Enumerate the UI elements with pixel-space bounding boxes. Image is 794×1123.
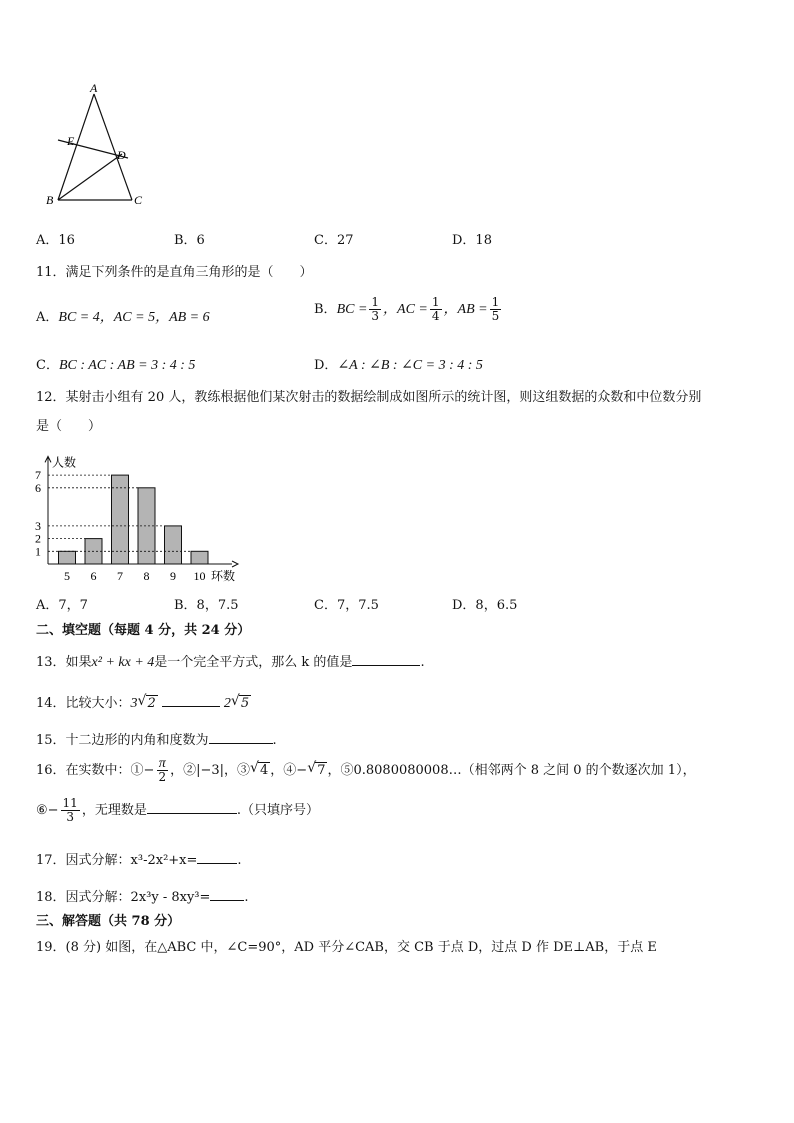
q18 <box>36 886 249 905</box>
bar-chart <box>30 438 260 586</box>
q11-option-b-frac3 <box>490 296 502 323</box>
q10-option-a: A．16 <box>36 233 75 248</box>
x-axis-arrow <box>232 561 238 567</box>
q16-sqrt7 <box>307 762 327 778</box>
radicand: 2 <box>147 696 156 711</box>
x-axis-title: 环数 <box>211 569 236 583</box>
radical-sign: √ <box>250 760 259 776</box>
q16-answer-blank[interactable] <box>147 801 237 814</box>
q12-stem-line1: 12．某射击小组有 20 人，教练根据他们某次射击的数据绘制成如图所示的统计图，则这组数据的众数和中位数分别 <box>36 390 702 405</box>
q16-part1: 16．在实数中：①− <box>36 763 155 778</box>
q17-answer-blank[interactable] <box>197 851 237 864</box>
radicand: 4 <box>260 763 269 778</box>
q16-part8: .（只填序号） <box>236 803 319 818</box>
q11-stem: 11．满足下列条件的是直角三角形的是（ ） <box>36 265 313 280</box>
vertex-label-b: B <box>46 193 54 207</box>
q16-frac-11-3 <box>61 797 80 824</box>
q10-option-d: D．18 <box>452 233 492 248</box>
vertex-label-e: E <box>67 134 75 148</box>
q10-option-b: B．6 <box>174 233 205 248</box>
y-tick-label-6: 6 <box>35 480 41 495</box>
radicand: 5 <box>240 696 250 711</box>
q18-part2: . <box>244 890 249 905</box>
y-tick-label-3: 3 <box>35 518 41 533</box>
q17 <box>36 849 242 868</box>
q16-line1 <box>36 757 696 784</box>
bar-7 <box>112 475 129 564</box>
frac-denominator: 3 <box>66 810 74 824</box>
vertex-label-c: C <box>134 193 143 207</box>
q16-part3: ，④− <box>270 763 308 778</box>
q16-frac-pi <box>156 757 168 784</box>
q15-part1: 15．十二边形的内角和度数为 <box>36 733 209 748</box>
frac-denominator: 3 <box>371 309 380 323</box>
q17-part2: . <box>237 853 242 868</box>
q13-answer-blank[interactable] <box>352 653 420 666</box>
q11-option-d-expr: ∠A : ∠B : ∠C = 3 : 4 : 5 <box>337 358 483 373</box>
q11-option-c-prefix: C． <box>36 358 59 373</box>
q11-option-a <box>36 306 210 326</box>
bar-5 <box>59 551 76 564</box>
q11-option-d-prefix: D． <box>314 358 338 373</box>
q11-option-a-expr: BC = 4，AC = 5，AB = 6 <box>58 310 210 325</box>
q16-part7: ，无理数是 <box>81 803 147 818</box>
q13-part2: 是一个完全平方式，那么 k 的值是 <box>154 655 353 670</box>
q10-option-c: C．27 <box>314 233 354 248</box>
section-title-fill-in: 二、填空题（每题 4 分，共 24 分） <box>36 623 251 638</box>
q11-option-b-frac2 <box>430 296 442 323</box>
q15-part2: . <box>272 733 277 748</box>
frac-denominator: 5 <box>491 309 500 323</box>
q14-coef1: 3 <box>130 696 138 711</box>
q14 <box>36 692 251 712</box>
q14-coef2: 2 <box>223 696 231 711</box>
y-tick-label-7: 7 <box>35 468 41 483</box>
triangle-figure <box>40 82 160 212</box>
q11-option-b-part1: BC = <box>336 302 368 317</box>
q16-part2: ，②|−3|，③ <box>170 763 251 778</box>
q11-option-d <box>314 354 483 374</box>
q14-answer-blank[interactable] <box>162 694 220 707</box>
q11-option-b <box>314 296 503 323</box>
x-tick-label-5: 5 <box>64 569 70 583</box>
frac-denominator: 2 <box>158 770 167 784</box>
q14-sqrt2 <box>231 695 251 711</box>
q12-stem-line2: 是（ ） <box>36 419 102 434</box>
y-tick-label-2: 2 <box>35 531 41 546</box>
q11-option-b-part3: ，AB = <box>443 302 488 317</box>
q14-sqrt1 <box>138 695 158 711</box>
q16-part5: ，⑤0.8080080008…（相邻两个 8 之间 0 的个数逐次加 1）， <box>327 763 696 778</box>
frac-numerator: π <box>158 756 166 771</box>
radical-sign: √ <box>307 760 317 776</box>
bar-9 <box>165 526 182 564</box>
radicand: 7 <box>317 763 326 778</box>
q18-part1: 18．因式分解：2x³y - 8xy³= <box>36 890 211 905</box>
vertex-label-a: A <box>90 82 98 95</box>
q16-sqrt4 <box>250 762 270 778</box>
x-tick-label-6: 6 <box>90 569 97 583</box>
q12-option-c: C．7，7.5 <box>314 598 379 613</box>
q11-option-c <box>36 354 195 374</box>
q19-text: 19．(8 分) 如图，在△ABC 中，∠C=90°，AD 平分∠CAB，交 CB 于点 D，过点 D 作 DE⊥AB，于点 E <box>36 940 657 955</box>
radical-sign: √ <box>230 693 240 709</box>
bar-10 <box>191 551 208 564</box>
q16-line2 <box>36 797 319 824</box>
x-tick-label-10: 10 <box>193 569 206 583</box>
q17-part1: 17．因式分解：x³-2x²+x= <box>36 853 198 868</box>
frac-denominator: 4 <box>431 309 440 323</box>
q12-option-a: A．7，7 <box>36 598 88 613</box>
q13-part1: 13．如果 <box>36 655 92 670</box>
section-title-solve: 三、解答题（共 78 分） <box>36 914 181 929</box>
q13-expr: x² + kx + 4 <box>91 655 155 670</box>
q18-answer-blank[interactable] <box>210 888 244 901</box>
y-tick-label-1: 1 <box>35 544 41 559</box>
q16-part6: ⑥− <box>36 803 59 818</box>
q12-option-d: D．8，6.5 <box>452 598 518 613</box>
vertex-label-d: D <box>117 148 126 162</box>
x-tick-label-8: 8 <box>143 569 150 583</box>
q13 <box>36 651 425 671</box>
q11-option-b-prefix: B． <box>314 302 337 317</box>
frac-numerator: 1 <box>371 295 380 309</box>
q12-option-b: B．8，7.5 <box>174 598 239 613</box>
q13-part3: . <box>420 655 425 670</box>
q15 <box>36 729 277 748</box>
q11-option-c-expr: BC : AC : AB = 3 : 4 : 5 <box>58 358 196 373</box>
q11-option-a-prefix: A． <box>36 310 59 325</box>
radical-sign: √ <box>137 693 147 709</box>
q14-part1: 14．比较大小： <box>36 696 131 711</box>
x-tick-label-7: 7 <box>117 569 123 583</box>
q15-answer-blank[interactable] <box>209 731 273 744</box>
y-axis-title: 人数 <box>52 455 77 470</box>
frac-numerator: 11 <box>62 796 78 810</box>
frac-numerator: 1 <box>491 295 500 309</box>
q11-option-b-part2: ，AC = <box>383 302 428 317</box>
frac-numerator: 1 <box>431 295 440 309</box>
q11-option-b-frac1 <box>369 296 381 323</box>
x-tick-label-9: 9 <box>170 569 176 583</box>
